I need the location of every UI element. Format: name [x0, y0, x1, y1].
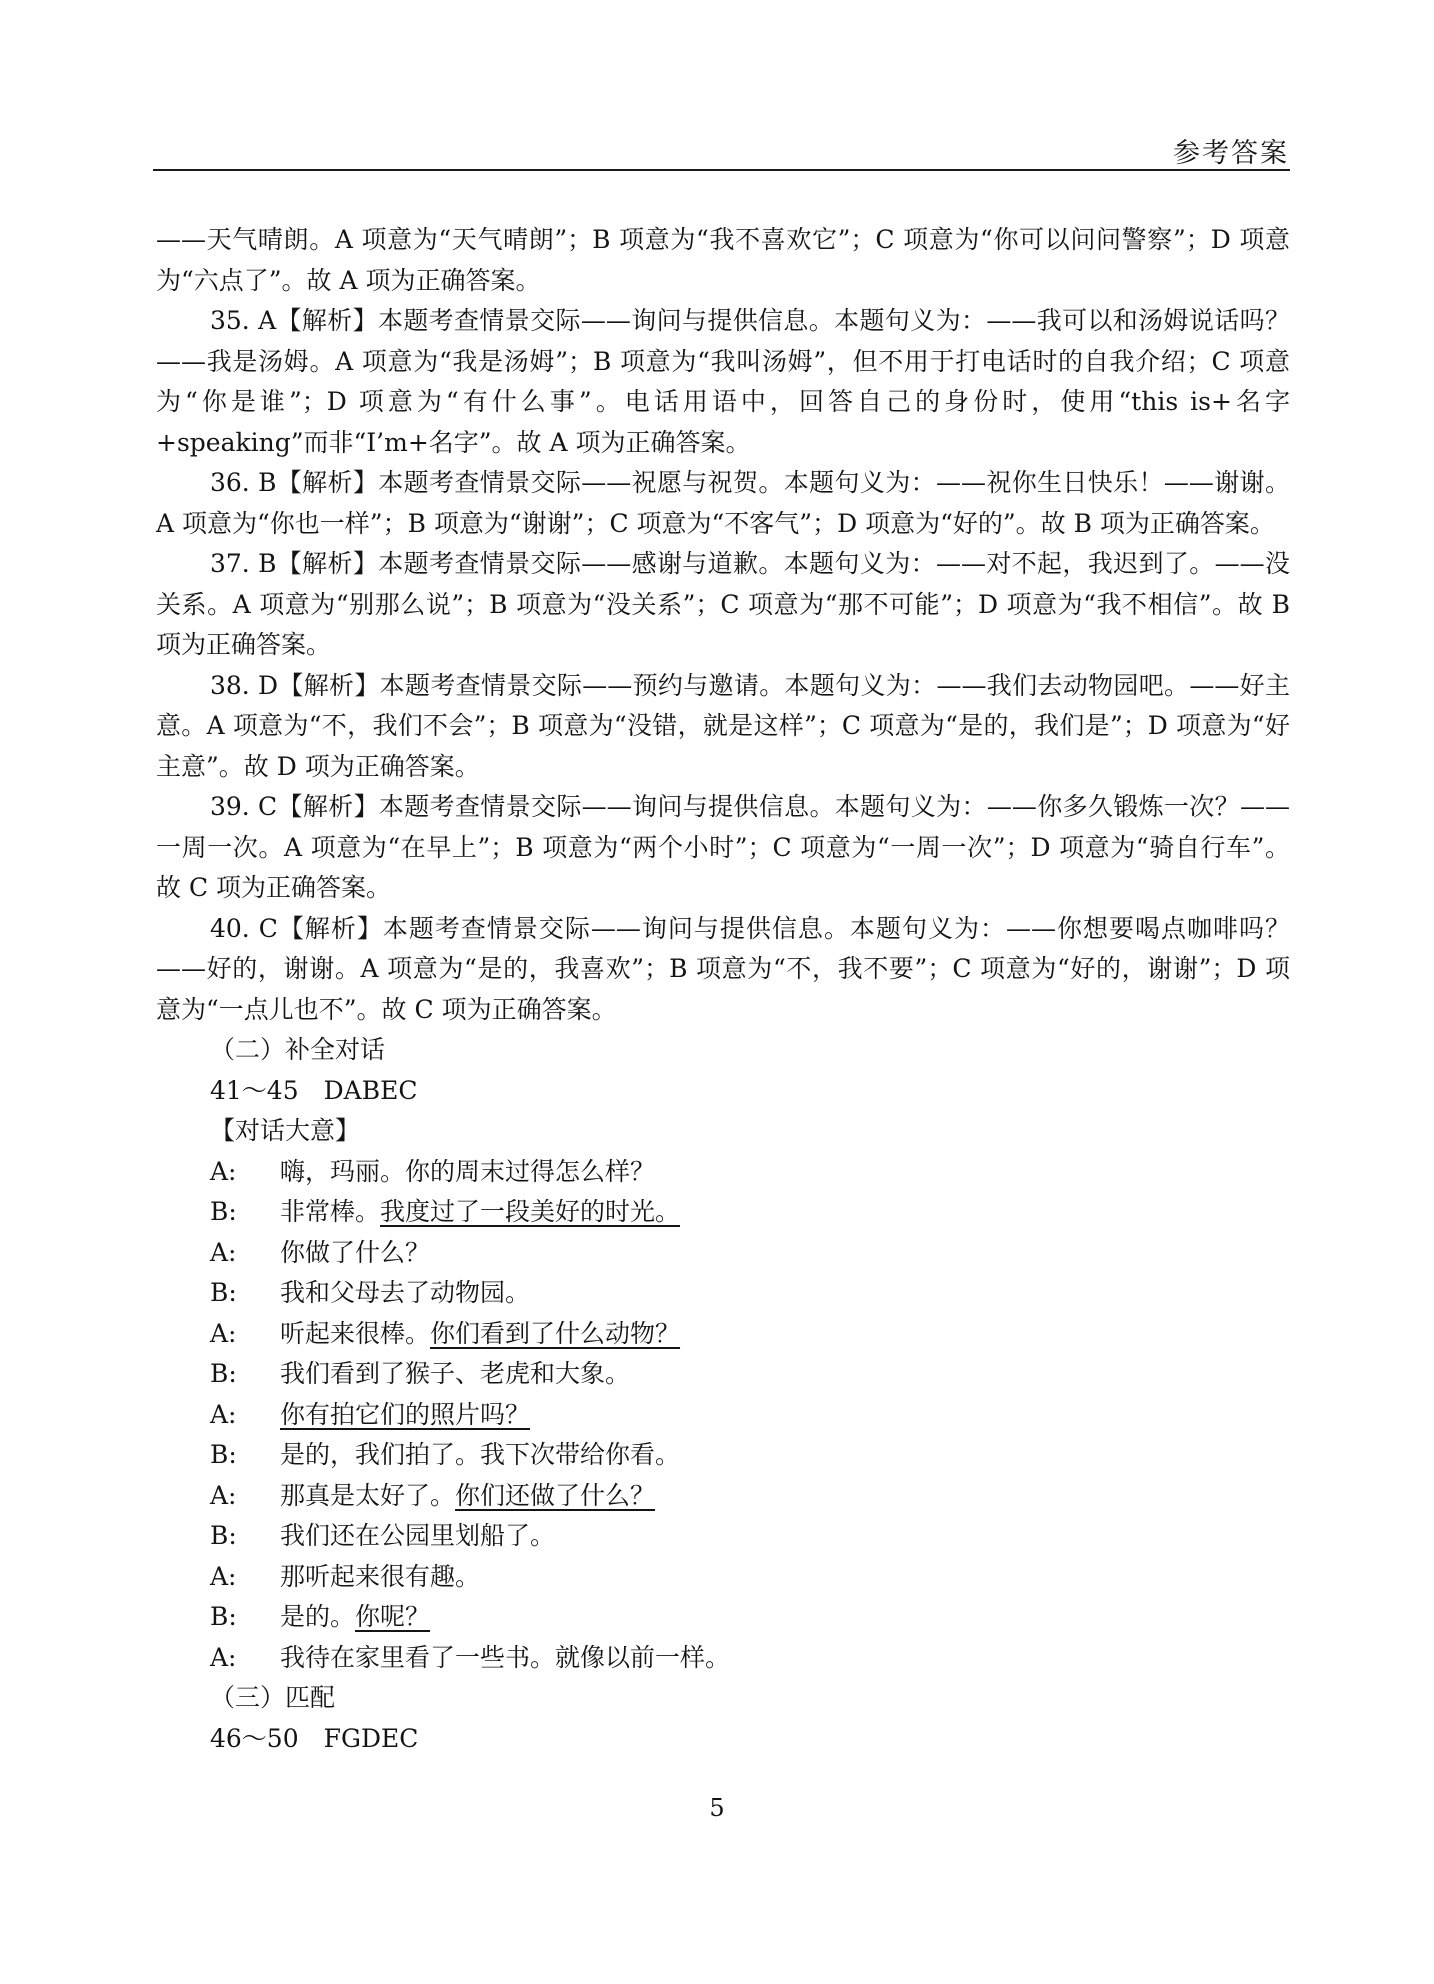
- paragraph-37: 37. B【解析】本题考查情景交际——感谢与道歉。本题句义为：——对不起，我迟到了。——没关系。A 项意为“别那么说”；B 项意为“没关系”；C 项意为“那不可能”；D 项意为“我不相信”。故 B 项为正确答案。: [156, 549, 1290, 659]
- dialogue-plain-text: 你做了什么？: [280, 1237, 431, 1267]
- dialogue-answer-underlined: 你有拍它们的照片吗？: [280, 1399, 531, 1429]
- page-content: [156, 220, 1290, 1759]
- dialogue-line: [156, 1557, 1290, 1598]
- dialogue-plain-text: 是的。: [280, 1602, 356, 1631]
- dialogue-plain-text: 非常棒。: [280, 1197, 381, 1226]
- dialogue-text: [280, 1152, 1290, 1193]
- dialogue-text: [280, 1435, 1290, 1476]
- paragraph-35: 35. A【解析】本题考查情景交际——询问与提供信息。本题句义为：——我可以和汤姆说话吗？——我是汤姆。A 项意为“我是汤姆”；B 项意为“我叫汤姆”，但不用于打电话时的自我介绍；C 项意为“你是谁”；D 项意为“有什么事”。电话用语中，回答自己的身份时，使用“this is+名字+speaking”而非“I’m+名字”。故 A 项为正确答案。: [156, 306, 1290, 457]
- dialogue-speaker: A:: [210, 1399, 237, 1429]
- dialogue-speaker: A:: [210, 1561, 237, 1591]
- dialogue-answer-underlined: 我度过了一段美好的时光。: [380, 1197, 681, 1226]
- dialogue-line: [156, 1152, 1290, 1193]
- dialogue-answer-underlined: 你们还做了什么？: [455, 1480, 656, 1510]
- dialogue-line: [156, 1273, 1290, 1314]
- dialogue-text: [280, 1597, 1290, 1638]
- dialogue-list: [156, 1152, 1290, 1679]
- page-number: 5: [709, 1794, 725, 1822]
- dialogue-plain-text: 嗨，玛丽。你的周末过得怎么样？: [280, 1156, 656, 1186]
- dialogue-line: [156, 1354, 1290, 1395]
- section-title-dialogue: （二）补全对话: [210, 1035, 386, 1064]
- dialogue-answer-underlined: 你们看到了什么动物？: [430, 1318, 681, 1348]
- paragraph-40: 40. C【解析】本题考查情景交际——询问与提供信息。本题句义为：——你想要喝点咖啡吗？——好的，谢谢。A 项意为“是的，我喜欢”；B 项意为“不，我不要”；C 项意为“好的，谢谢”；D 项意为“一点儿也不”。故 C 项为正确答案。: [156, 913, 1290, 1024]
- dialogue-plain-text: 我们还在公园里划船了。: [280, 1521, 556, 1550]
- dialogue-plain-text: 那真是太好了。: [280, 1480, 456, 1510]
- page-header-title: 参考答案: [1173, 138, 1289, 169]
- dialogue-speaker: A:: [210, 1480, 237, 1510]
- dialogue-text: [280, 1314, 1290, 1355]
- dialogue-speaker: A:: [210, 1237, 237, 1267]
- dialogue-summary-label: 【对话大意】: [210, 1116, 361, 1145]
- dialogue-text: [280, 1233, 1290, 1274]
- dialogue-speaker: B:: [210, 1359, 237, 1388]
- paragraph-34-continued: ——天气晴朗。A 项意为“天气晴朗”；B 项意为“我不喜欢它”；C 项意为“你可以问问警察”；D 项意为“六点了”。故 A 项为正确答案。: [156, 225, 1290, 295]
- paragraph-36: 36. B【解析】本题考查情景交际——祝愿与祝贺。本题句义为：——祝你生日快乐！——谢谢。A 项意为“你也一样”；B 项意为“谢谢”；C 项意为“不客气”；D 项意为“好的”。故 B 项为正确答案。: [156, 468, 1290, 538]
- dialogue-text: [280, 1273, 1290, 1314]
- section-title-matching: （三）匹配: [210, 1683, 336, 1712]
- dialogue-plain-text: 我待在家里看了一些书。就像以前一样。: [280, 1642, 731, 1672]
- dialogue-plain-text: 我们看到了猴子、老虎和大象。: [280, 1359, 631, 1388]
- dialogue-text: [280, 1192, 1290, 1233]
- dialogue-line: [156, 1638, 1290, 1679]
- dialogue-line: [156, 1597, 1290, 1638]
- dialogue-speaker: B:: [210, 1278, 237, 1307]
- dialogue-line: [156, 1516, 1290, 1557]
- dialogue-plain-text: 是的，我们拍了。我下次带给你看。: [280, 1440, 681, 1469]
- dialogue-answer-underlined: 你呢？: [355, 1602, 431, 1631]
- dialogue-text: [280, 1354, 1290, 1395]
- dialogue-speaker: B:: [210, 1521, 237, 1550]
- header-rule: [153, 169, 1290, 171]
- dialogue-line: [156, 1435, 1290, 1476]
- dialogue-speaker: A:: [210, 1156, 237, 1186]
- dialogue-text: [280, 1638, 1290, 1679]
- dialogue-line: [156, 1395, 1290, 1436]
- dialogue-speaker: A:: [210, 1318, 237, 1348]
- dialogue-line: [156, 1314, 1290, 1355]
- dialogue-plain-text: 我和父母去了动物园。: [280, 1278, 531, 1307]
- paragraph-38: 38. D【解析】本题考查情景交际——预约与邀请。本题句义为：——我们去动物园吧。——好主意。A 项意为“不，我们不会”；B 项意为“没错，就是这样”；C 项意为“是的，我们是”；D 项意为“好主意”。故 D 项为正确答案。: [156, 670, 1290, 781]
- dialogue-text: [280, 1476, 1290, 1517]
- dialogue-speaker: A:: [210, 1642, 237, 1672]
- dialogue-text: [280, 1557, 1290, 1598]
- dialogue-line: [156, 1476, 1290, 1517]
- dialogue-speaker: B:: [210, 1602, 237, 1631]
- dialogue-line: [156, 1192, 1290, 1233]
- dialogue-speaker: B:: [210, 1440, 237, 1469]
- dialogue-text: [280, 1395, 1290, 1436]
- dialogue-line: [156, 1233, 1290, 1274]
- paragraph-39: 39. C【解析】本题考查情景交际——询问与提供信息。本题句义为：——你多久锻炼一次？——一周一次。A 项意为“在早上”；B 项意为“两个小时”；C 项意为“一周一次”；D 项意为“骑自行车”。故 C 项为正确答案。: [156, 792, 1290, 902]
- answers-41-45: 41～45 DABEC: [210, 1075, 418, 1105]
- dialogue-plain-text: 那听起来很有趣。: [280, 1561, 481, 1591]
- answers-46-50: 46～50 FGDEC: [210, 1723, 419, 1753]
- dialogue-plain-text: 听起来很棒。: [280, 1318, 431, 1348]
- dialogue-text: [280, 1516, 1290, 1557]
- dialogue-speaker: B:: [210, 1197, 237, 1226]
